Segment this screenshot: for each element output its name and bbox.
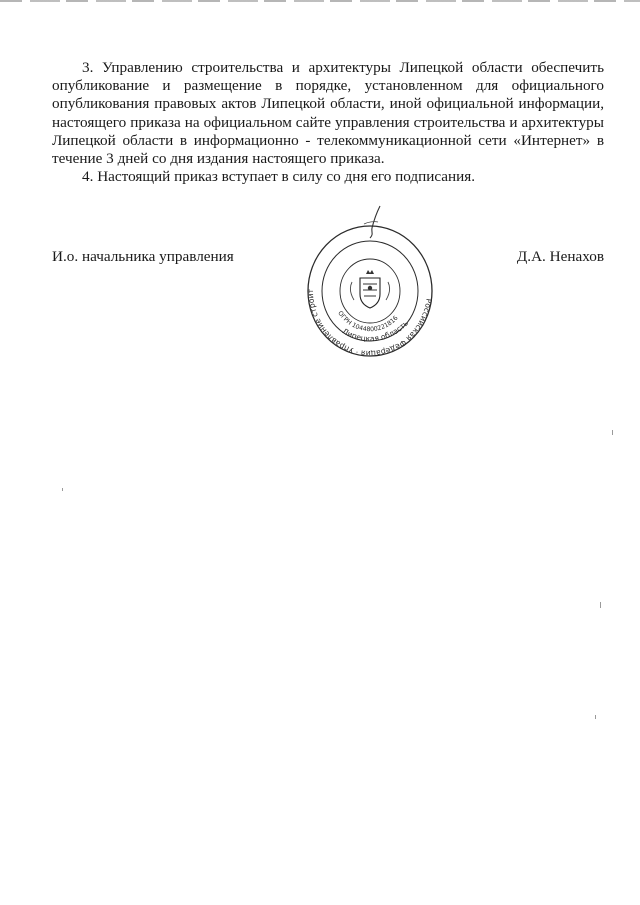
seal-outer-text: Российская Федерация · Управление строительства и архитектуры [303, 217, 434, 359]
seal-bottom-text: Липецкая область [340, 318, 411, 344]
signatory-name: Д.А. Ненахов [516, 248, 604, 265]
signatory-title: И.о. начальника управления [52, 248, 234, 265]
document-body [52, 59, 604, 186]
scan-speck [62, 488, 63, 491]
scan-speck [612, 430, 613, 435]
coat-of-arms-emblem [350, 270, 389, 308]
scan-top-edge [0, 0, 640, 2]
scan-speck [600, 602, 601, 608]
seal-inner-text: ОГРН 1044800221816 [336, 309, 400, 334]
paragraph-3: 3. Управлению строительства и архитектуры Липецкой области обеспечить опубликование и размещение в порядке, установленном для официального опубликования правовых актов Липецкой области, иной официальной информации, настоящего приказа на официальном сайте управления строительства и архитектуры Липецкой области в информационно - телекоммуникационной сети «Интернет» в течение 3 дней со дня издания настоящего приказа. [52, 59, 604, 168]
official-seal [303, 217, 434, 359]
paragraph-4: 4. Настоящий приказ вступает в силу со дня его подписания. [82, 168, 476, 186]
scan-speck [595, 715, 596, 719]
